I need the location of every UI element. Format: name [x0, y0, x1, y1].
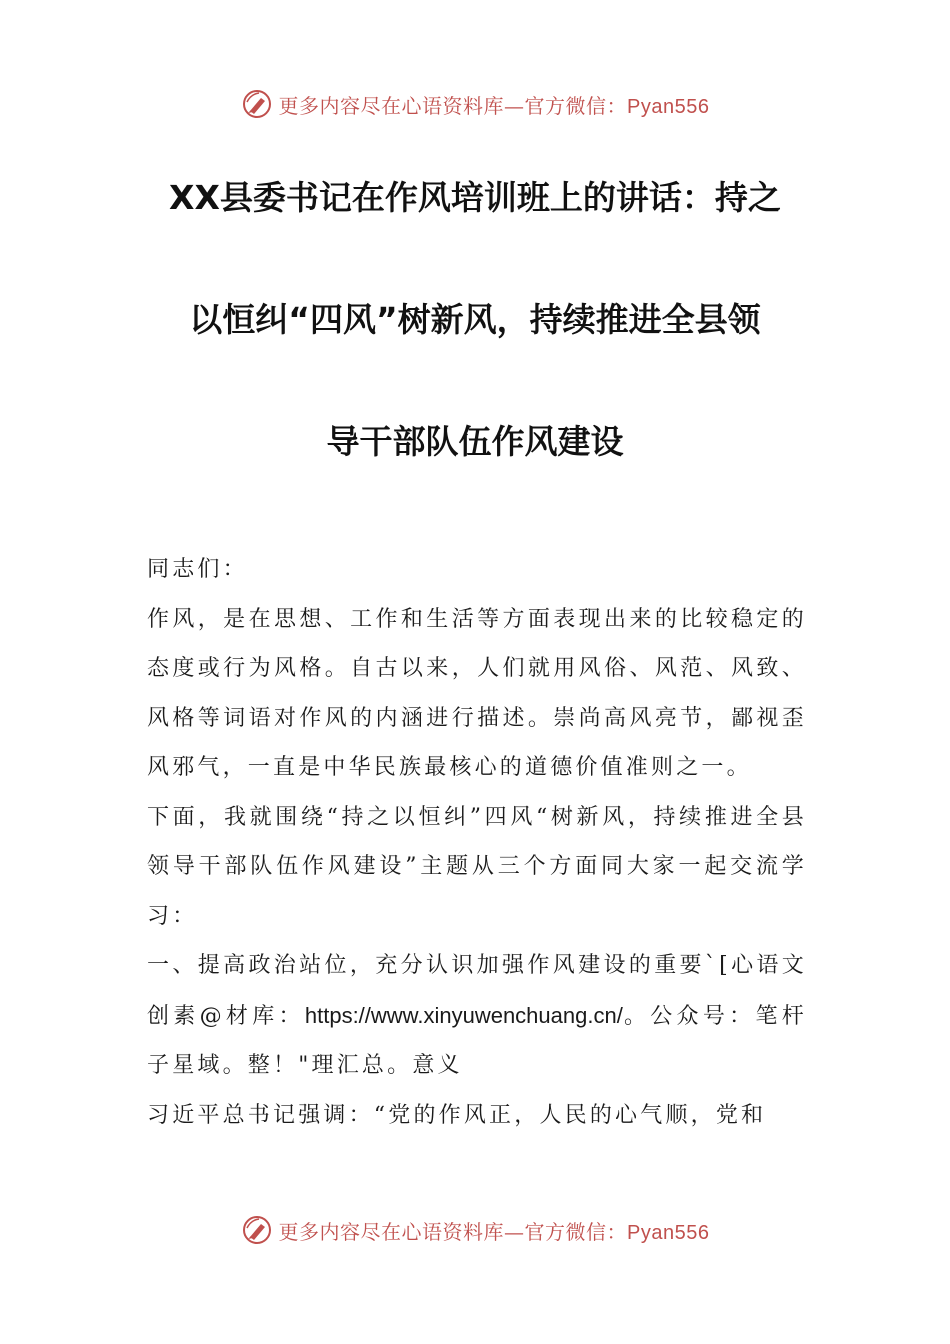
pen-nib-logo-icon: [241, 1214, 273, 1246]
source-url-link[interactable]: https://www.xinyuwenchuang.cn/: [304, 1002, 623, 1028]
watermark-text: 更多内容尽在心语资料库—官方微信：Pyan556: [278, 93, 710, 118]
section-heading-1: 一、提高政治站位，充分认识加强作风建设的重要`[心语文创素@材库：https://www.xinyuwenchuang.cn/。公众号：笔杆子星域。整！"理汇总。意义: [147, 953, 808, 1078]
document-body: [147, 545, 807, 1140]
wechat-id: Pyan556: [627, 1221, 710, 1244]
pen-nib-logo-icon: [241, 88, 273, 120]
paragraph-outline: 下面，我就围绕“持之以恒纠”四风“树新风，持续推进全县领导干部队伍作风建设”主题从三个方面同大家一起交流学习：: [147, 804, 807, 929]
document-title: [130, 148, 820, 514]
watermark-text: 更多内容尽在心语资料库—官方微信：Pyan556: [278, 1219, 710, 1244]
paragraph-quote: 习近平总书记强调：“党的作风正，人民的心气顺，党和: [147, 1102, 767, 1128]
title-line-2: 以恒纠“四风”树新风，持续推进全县领: [189, 300, 761, 339]
watermark-banner-top: [0, 82, 950, 126]
wechat-id: Pyan556: [627, 95, 710, 118]
paragraph-intro: 作风，是在思想、工作和生活等方面表现出来的比较稳定的态度或行为风格。自古以来，人们就用风俗、风范、风致、风格等词语对作风的内涵进行描述。崇尚高风亮节，鄙视歪风邪气，一直是中华民族最核心的道德价值准则之一。: [147, 606, 807, 780]
salutation: 同志们：: [147, 557, 248, 582]
title-line-1: XX县委书记在作风培训班上的讲话：持之: [169, 178, 781, 217]
watermark-banner-bottom: [0, 1208, 950, 1252]
title-line-3: 导干部队伍作风建设: [326, 422, 624, 461]
